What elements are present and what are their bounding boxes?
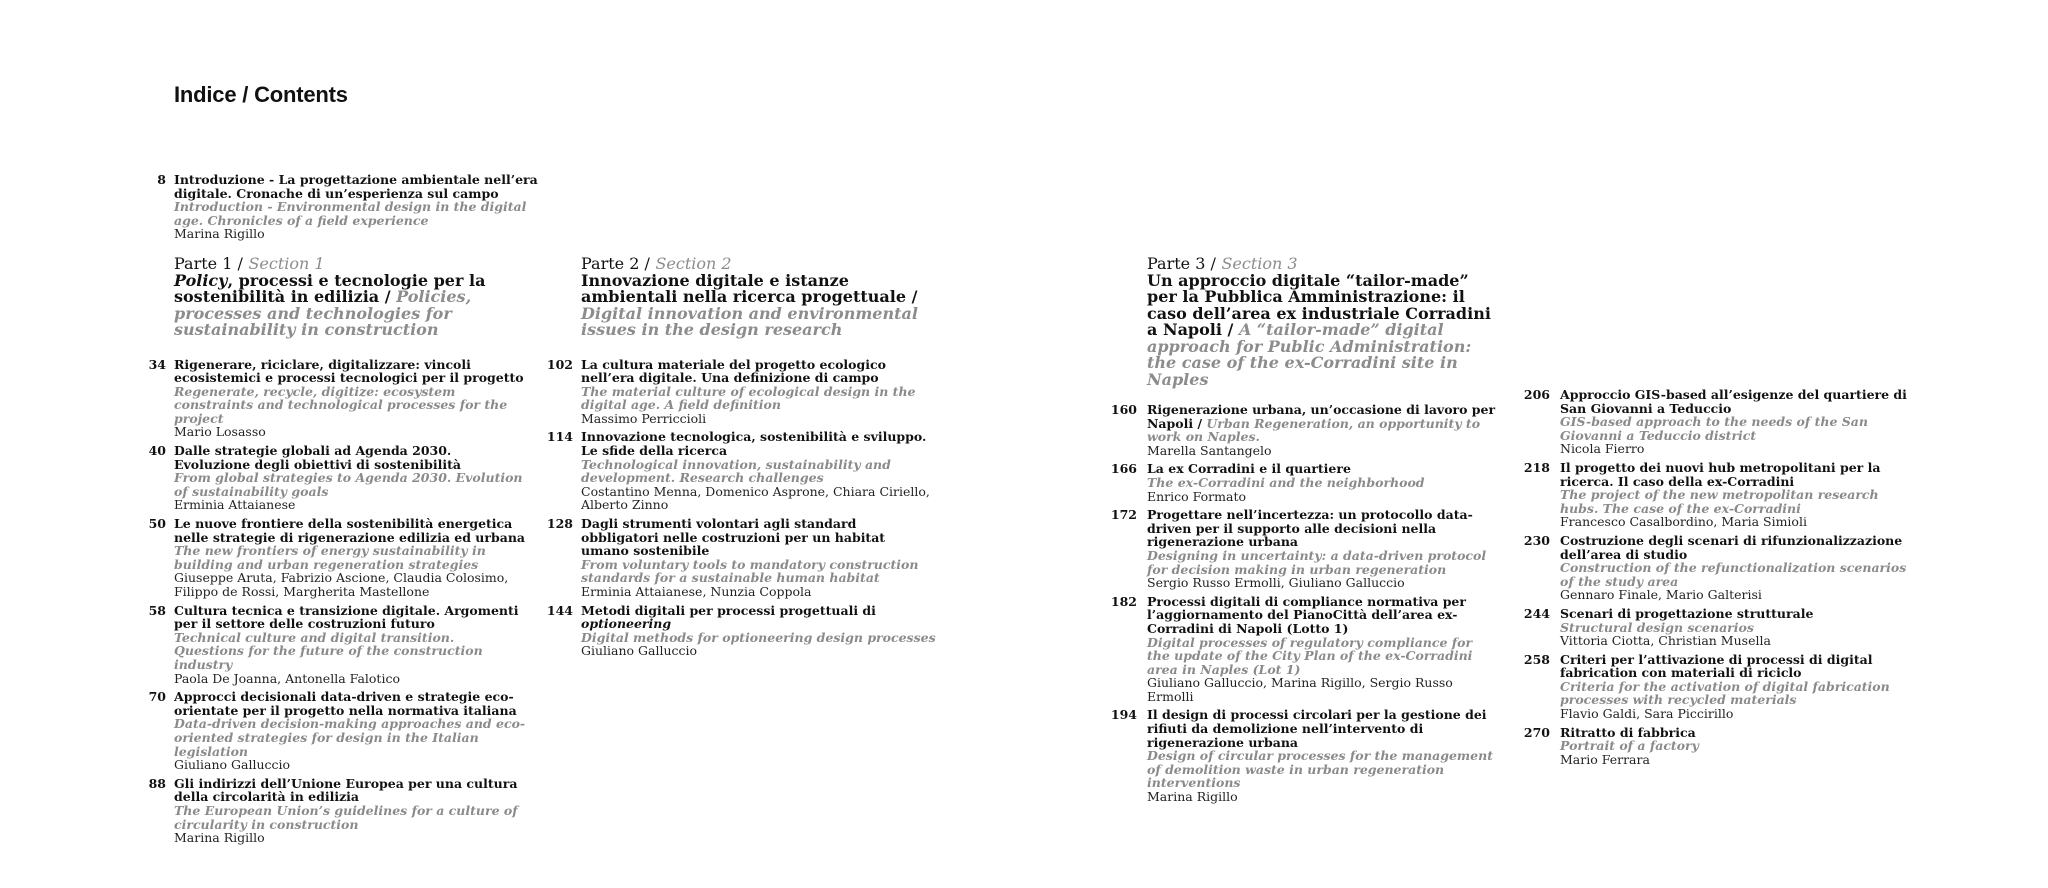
entry-title-it: Scenari di progettazione strutturale xyxy=(1560,605,1814,621)
section-title-emphasis: Policy xyxy=(174,270,228,290)
section-label: Parte 3 / xyxy=(1147,254,1216,273)
entry-authors: Erminia Attaianese xyxy=(174,497,296,513)
entry-authors: Costantino Menna, Domenico Asprone, Chiara Ciriello, Alberto Zinno xyxy=(581,483,930,513)
toc-entry[interactable] xyxy=(1110,402,1499,458)
entry-title-it: Processi digitali di compliance normativa per l’aggiornamento del PianoCittà dell’area ex-Corradini di Napoli (Lotto 1) xyxy=(1147,593,1466,636)
entry-authors: Marina Rigillo xyxy=(1147,789,1238,805)
entry-title-text: Metodi digitali per processi progettuali di xyxy=(581,602,876,618)
entry-title-en: From global strategies to Agenda 2030. Evolution of sustainability goals xyxy=(174,470,523,499)
entry-title-en: GIS-based approach to the needs of the San Giovanni a Teduccio district xyxy=(1560,414,1868,443)
entry-authors: Flavio Galdi, Sara Piccirillo xyxy=(1560,706,1734,722)
entry-authors: Paola De Joanna, Antonella Falotico xyxy=(174,670,400,686)
toc-entry[interactable] xyxy=(1110,461,1499,504)
entry-title-en: The material culture of ecological design in the digital age. A field definition xyxy=(581,383,916,413)
section-title-it: Innovazione digitale e istanze ambientali nella ricerca progettuale / xyxy=(581,270,918,306)
toc-entry[interactable] xyxy=(1523,605,1912,649)
intro-column xyxy=(157,172,539,246)
entry-title-it: Ritratto di fabbrica xyxy=(1560,724,1696,740)
entry-title-en: The project of the new metropolitan research hubs. The case of the ex-Corradini xyxy=(1560,487,1879,516)
entry-title-it xyxy=(581,604,937,631)
entry-title-it: Il design di processi circolari per la gestione dei rifiuti da demolizione nell’intervento di rigenerazione urbana xyxy=(1147,707,1487,750)
entry-title-it xyxy=(1147,403,1499,444)
toc-entry[interactable] xyxy=(157,172,539,242)
page-number: 258 xyxy=(1523,651,1550,667)
section-1-column xyxy=(148,254,526,850)
entry-title-it: Approcci decisionali data-driven e strategie eco-orientate per il progetto nella normativa italiana xyxy=(174,689,517,718)
entry-authors: Erminia Attaianese, Nunzia Coppola xyxy=(581,584,812,599)
toc-entry[interactable] xyxy=(546,516,937,599)
page-number: 172 xyxy=(1110,507,1137,523)
entry-title-en: Data-driven decision-making approaches and eco-oriented strategies for design in the Italian legislation xyxy=(174,716,526,759)
entry-authors: Gennaro Finale, Mario Galterisi xyxy=(1560,587,1762,603)
section-2-column xyxy=(546,254,937,663)
section-title-en: Policies, processes and technologies for sustainability in construction xyxy=(174,287,472,339)
entry-title-en: From voluntary tools to mandatory construction standards for a sustainable human habitat xyxy=(581,556,919,586)
page-title: Indice / Contents xyxy=(174,82,348,107)
page-number: 40 xyxy=(148,443,166,459)
section-label-en: Section 1 xyxy=(248,254,325,273)
entry-title-en: Technical culture and digital transition. Questions for the future of the construction industry xyxy=(174,629,483,672)
toc-entry[interactable] xyxy=(1523,459,1912,530)
page-number: 88 xyxy=(148,775,166,791)
page-number: 50 xyxy=(148,516,166,532)
entry-title-en: The new frontiers of energy sustainability in building and urban regeneration strategies xyxy=(174,543,486,572)
page-number: 230 xyxy=(1523,532,1550,548)
toc-entry[interactable] xyxy=(1523,387,1912,457)
section-title-it: Un approccio digitale “tailor-made” per la Pubblica Amministrazione: il caso dell’area ex industriale Corradini a Napoli / xyxy=(1147,270,1491,339)
entry-title-en: The ex-Corradini and the neighborhood xyxy=(1147,474,1425,490)
page-number: 70 xyxy=(148,689,166,705)
page-number: 270 xyxy=(1523,724,1550,740)
page-number: 166 xyxy=(1110,461,1137,477)
entry-authors: Marina Rigillo xyxy=(174,226,265,242)
entry-authors: Giuliano Galluccio xyxy=(174,757,291,773)
page-number: 34 xyxy=(148,356,166,372)
page-number: 160 xyxy=(1110,402,1137,417)
entry-authors: Giuliano Galluccio xyxy=(581,643,698,659)
page-number: 8 xyxy=(157,172,166,187)
entry-authors: Enrico Formato xyxy=(1147,488,1246,504)
entry-title-it: Criteri per l’attivazione di processi di digital fabrication con materiali di riciclo xyxy=(1560,651,1873,681)
entry-authors: Nicola Fierro xyxy=(1560,441,1645,457)
toc-entry[interactable] xyxy=(148,443,526,513)
entry-title-en: Regenerate, recycle, digitize: ecosystem constraints and technological processes for the project xyxy=(174,383,508,426)
entry-title-text: Rigenerazione urbana, un’occasione di lavoro per Napoli / xyxy=(1147,402,1496,431)
toc-entry[interactable] xyxy=(148,689,526,773)
entry-title-it: Le nuove frontiere della sostenibilità energetica nelle strategie di rigenerazione edilizia ed urbana xyxy=(174,516,526,545)
entry-title-en: Design of circular processes for the management of demolition waste in urban regeneration interventions xyxy=(1147,748,1493,791)
entry-title-en: Designing in uncertainty: a data-driven protocol for decision making in urban regeneration xyxy=(1147,547,1487,577)
page-number: 194 xyxy=(1110,707,1137,723)
entry-authors: Marina Rigillo xyxy=(174,830,265,846)
entry-title-it: Rigenerare, riciclare, digitalizzare: vincoli ecosistemici e processi tecnologici per il progetto xyxy=(174,356,524,386)
section-title-it: , processi e tecnologie per la sostenibilità in edilizia / xyxy=(174,270,486,306)
entry-title-it: La ex Corradini e il quartiere xyxy=(1147,461,1351,477)
entry-title-it: Il progetto dei nuovi hub metropolitani per la ricerca. Il caso della ex-Corradini xyxy=(1560,459,1881,489)
entry-authors: Massimo Perriccioli xyxy=(581,410,707,426)
section-3-column-2 xyxy=(1523,387,1912,771)
toc-entry[interactable] xyxy=(546,602,937,659)
toc-entry[interactable] xyxy=(1523,651,1912,722)
entry-title-en: Urban Regeneration, an opportunity to work on Naples. xyxy=(1147,415,1481,445)
entry-authors: Mario Ferrara xyxy=(1560,751,1650,767)
page-number: 218 xyxy=(1523,459,1550,475)
page-number: 206 xyxy=(1523,387,1550,402)
toc-entry[interactable] xyxy=(1110,507,1499,591)
toc-entry[interactable] xyxy=(546,429,937,513)
page-number: 244 xyxy=(1523,605,1550,621)
section-1-heading xyxy=(174,256,526,339)
section-3-heading xyxy=(1147,256,1499,388)
entry-authors: Marella Santangelo xyxy=(1147,442,1272,458)
section-title-en: A “tailor-made” digital approach for Public Administration: the case of the ex-Corradini site in Naples xyxy=(1147,320,1472,389)
entry-title-it: Dalle strategie globali ad Agenda 2030. Evoluzione degli obiettivi di sostenibilità xyxy=(174,443,461,472)
entry-title-it: Costruzione degli scenari di rifunzionalizzazione dell’area di studio xyxy=(1560,532,1903,562)
entry-title-it: La cultura materiale del progetto ecologico nell’era digitale. Una definizione di campo xyxy=(581,356,886,386)
entry-title-it: Cultura tecnica e transizione digitale. Argomenti per il settore delle costruzioni futuro xyxy=(174,602,519,632)
entry-title-it: Introduzione - La progettazione ambientale nell’era digitale. Cronache di un’esperienza sul campo xyxy=(174,172,538,201)
toc-entry[interactable] xyxy=(1523,724,1912,767)
entry-title-it: Innovazione tecnologica, sostenibilità e sviluppo. Le sfide della ricerca xyxy=(581,429,927,459)
section-3-column xyxy=(1110,254,1499,809)
entry-authors: Giuseppe Aruta, Fabrizio Ascione, Claudia Colosimo, Filippo de Rossi, Margherita Mastellone xyxy=(174,570,509,599)
toc-entry[interactable] xyxy=(1110,593,1499,704)
entry-title-en: Introduction - Environmental design in the digital age. Chronicles of a field experience xyxy=(174,199,527,228)
entry-authors: Giuliano Galluccio, Marina Rigillo, Sergio Russo Ermolli xyxy=(1147,675,1453,704)
toc-entry[interactable] xyxy=(1110,707,1499,805)
page-number: 58 xyxy=(148,602,166,618)
toc-entry[interactable] xyxy=(148,775,526,846)
section-2-heading xyxy=(581,256,937,339)
entry-title-en: Portrait of a factory xyxy=(1560,738,1699,754)
entry-title-it: Approccio GIS-based all’esigenze del quartiere di San Giovanni a Teduccio xyxy=(1560,387,1907,416)
entry-title-it: Progettare nell’incertezza: un protocollo data-driven per il supporto alle decisioni nella rigenerazione urbana xyxy=(1147,507,1473,550)
entry-authors: Francesco Casalbordino, Maria Simioli xyxy=(1560,514,1807,530)
section-label: Parte 1 / xyxy=(174,254,243,273)
entry-title-emphasis: optioneering xyxy=(581,616,672,632)
entry-title-en: Criteria for the activation of digital fabrication processes with recycled materials xyxy=(1560,678,1890,708)
entry-title-it: Dagli strumenti volontari agli standard obbligatori nelle costruzioni per un habitat umano sostenibile xyxy=(581,516,886,559)
section-label-en: Section 2 xyxy=(655,254,732,273)
entry-title-en: Construction of the refunctionalization scenarios of the study area xyxy=(1560,560,1907,589)
toc-entry[interactable] xyxy=(148,602,526,686)
page-number: 114 xyxy=(546,429,573,445)
entry-title-it: Gli indirizzi dell’Unione Europea per una cultura della circolarità in edilizia xyxy=(174,775,518,805)
entry-title-en: Structural design scenarios xyxy=(1560,619,1754,635)
toc-entry[interactable] xyxy=(148,356,526,440)
page-number: 102 xyxy=(546,356,573,372)
section-label: Parte 2 / xyxy=(581,254,650,273)
entry-title-en: Digital processes of regulatory compliance for the update of the City Plan of the ex-Corradini area in Naples (Lot 1) xyxy=(1147,634,1473,677)
section-label-en: Section 3 xyxy=(1221,254,1298,273)
entry-authors: Vittoria Ciotta, Christian Musella xyxy=(1560,633,1771,649)
toc-entry[interactable] xyxy=(148,516,526,599)
toc-entry[interactable] xyxy=(1523,532,1912,603)
section-title-en: Digital innovation and environmental issues in the design research xyxy=(581,303,918,339)
page-number: 128 xyxy=(546,516,573,532)
entry-title-en: Technological innovation, sustainability and development. Research challenges xyxy=(581,456,891,486)
entry-title-en: Digital methods for optioneering design processes xyxy=(581,629,936,645)
entry-title-en: The European Union’s guidelines for a culture of circularity in construction xyxy=(174,802,518,832)
page-number: 144 xyxy=(546,602,573,618)
entry-authors: Mario Losasso xyxy=(174,424,266,440)
page-number: 182 xyxy=(1110,593,1137,609)
toc-entry[interactable] xyxy=(546,356,937,426)
entry-authors: Sergio Russo Ermolli, Giuliano Galluccio xyxy=(1147,575,1405,591)
